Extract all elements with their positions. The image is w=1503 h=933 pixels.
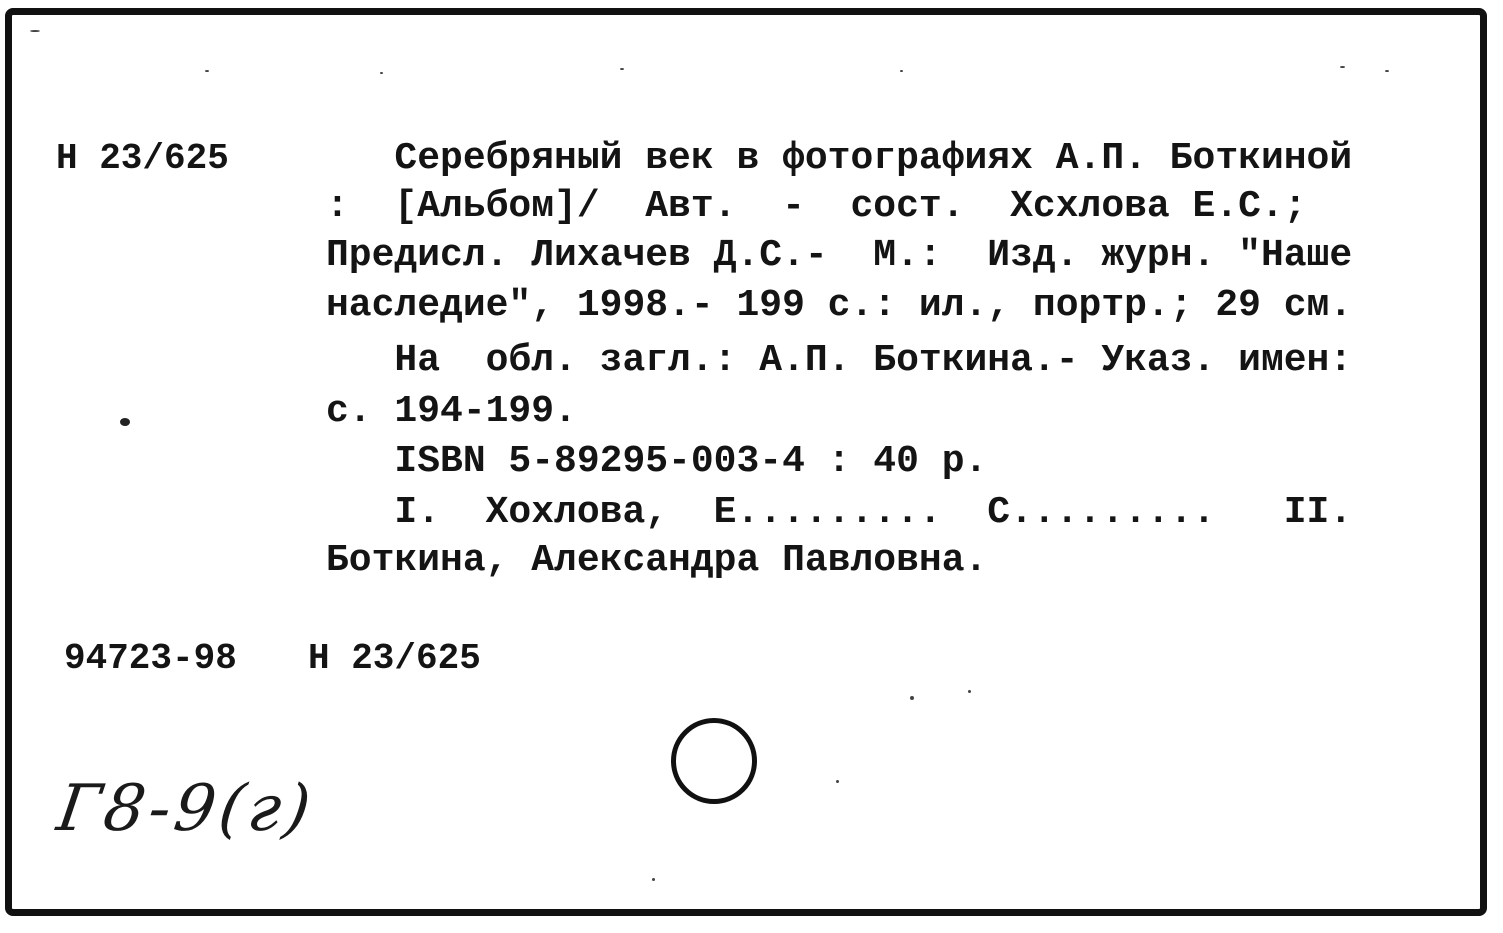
entry-line-2: : [Альбом]/ Авт. - сост. Хсхлова Е.С.; <box>326 185 1307 228</box>
speck <box>1385 70 1389 72</box>
inventory-number: 94723-98 <box>64 638 237 679</box>
handwritten-note: Г8-9(г) <box>52 772 319 846</box>
speck <box>620 68 624 70</box>
bullet-mark <box>120 418 130 426</box>
footer-shelf-mark: Н 23/625 <box>308 638 481 679</box>
entry-line-3: Предисл. Лихачев Д.С.- М.: Изд. журн. "Наше <box>326 234 1353 277</box>
speck <box>205 70 209 72</box>
speck <box>910 696 914 700</box>
entry-line-9: Боткина, Александра Павловна. <box>326 539 988 582</box>
entry-line-6: с. 194-199. <box>326 390 577 433</box>
entry-line-7: ISBN 5-89295-003-4 : 40 р. <box>326 440 988 483</box>
entry-line-5: На обл. загл.: А.П. Боткина.- Указ. имен: <box>326 339 1353 382</box>
entry-line-4: наследие", 1998.- 199 с.: ил., портр.; 29 см. <box>326 284 1353 327</box>
entry-line-1: Серебряный век в фотографиях А.П. Боткиной <box>326 137 1353 180</box>
shelf-mark: Н 23/625 <box>56 138 229 179</box>
speck <box>1340 66 1345 68</box>
speck <box>380 72 383 74</box>
entry-line-8: I. Хохлова, Е......... С......... II. <box>326 491 1353 534</box>
punch-hole <box>671 718 757 804</box>
speck <box>968 690 971 693</box>
speck <box>652 878 655 881</box>
speck <box>30 30 40 32</box>
speck <box>836 780 839 783</box>
speck <box>900 70 903 72</box>
